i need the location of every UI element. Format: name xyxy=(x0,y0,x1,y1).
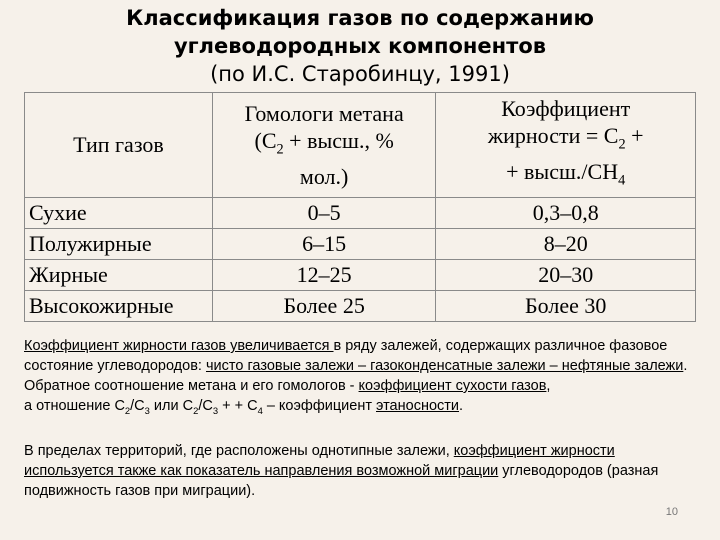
row-coefficient: 8–20 xyxy=(436,228,696,259)
table-row xyxy=(25,228,696,259)
row-type: Полужирные xyxy=(25,228,213,259)
table-row xyxy=(25,259,696,290)
table-header-row xyxy=(25,93,696,198)
header-homologues-line-1: Гомологи метана xyxy=(244,100,404,126)
row-coefficient: Более 30 xyxy=(436,290,696,321)
slide-title xyxy=(0,4,720,88)
title-line-2: углеводородных компонентов xyxy=(173,34,547,58)
classification-table xyxy=(24,92,696,322)
title-line-1: Классификация газов по содержанию xyxy=(126,6,594,30)
note-paragraph-1: Коэффициент жирности газов увеличивается в ряду залежей, содержащих различное фазовое состояние углеводородов: чисто газовые залежи – газоконденсатные залежи – нефтяные залежи. xyxy=(24,338,688,374)
row-type: Жирные xyxy=(25,259,213,290)
title-line-3: (по И.С. Старобинцу, 1991) xyxy=(210,62,510,86)
header-coefficient-line-1: Коэффициент xyxy=(501,96,631,121)
header-type: Тип газов xyxy=(25,93,213,198)
header-homologues-line-3: мол.) xyxy=(299,164,349,190)
note-paragraph-3: а отношение $С_2/С_3$ или $С_2/С_3$ + + $С_4$ – коэффициент этаносности. xyxy=(24,398,464,416)
row-homologues: Более 25 xyxy=(212,290,436,321)
row-coefficient: 0,3–0,8 xyxy=(436,197,696,228)
header-homologues-line-2: ($С_2$ + высш., % xyxy=(254,127,394,158)
page-number: 10 xyxy=(665,506,678,518)
note-paragraph-2: Обратное соотношение метана и его гомологов - коэффициент сухости газов, xyxy=(24,378,551,394)
row-type: Высокожирные xyxy=(25,290,213,321)
row-coefficient: 20–30 xyxy=(436,259,696,290)
table-row xyxy=(25,290,696,321)
row-homologues: 0–5 xyxy=(212,197,436,228)
row-homologues: 6–15 xyxy=(212,228,436,259)
notes-text xyxy=(24,336,696,501)
table-row xyxy=(25,197,696,228)
header-coefficient xyxy=(436,93,696,198)
note-paragraph-4: В пределах территорий, где расположены однотипные залежи, коэффициент жирности используется также как показатель направления возможной миграции углеводородов (разная подвижность газов при миграции). xyxy=(24,442,659,499)
header-homologues xyxy=(212,93,436,198)
row-homologues: 12–25 xyxy=(212,259,436,290)
header-coefficient-line-3: + $высш./СН_4$ xyxy=(506,159,626,189)
header-coefficient-line-2: жирности = $С_2$ + xyxy=(487,123,644,153)
row-type: Сухие xyxy=(25,197,213,228)
